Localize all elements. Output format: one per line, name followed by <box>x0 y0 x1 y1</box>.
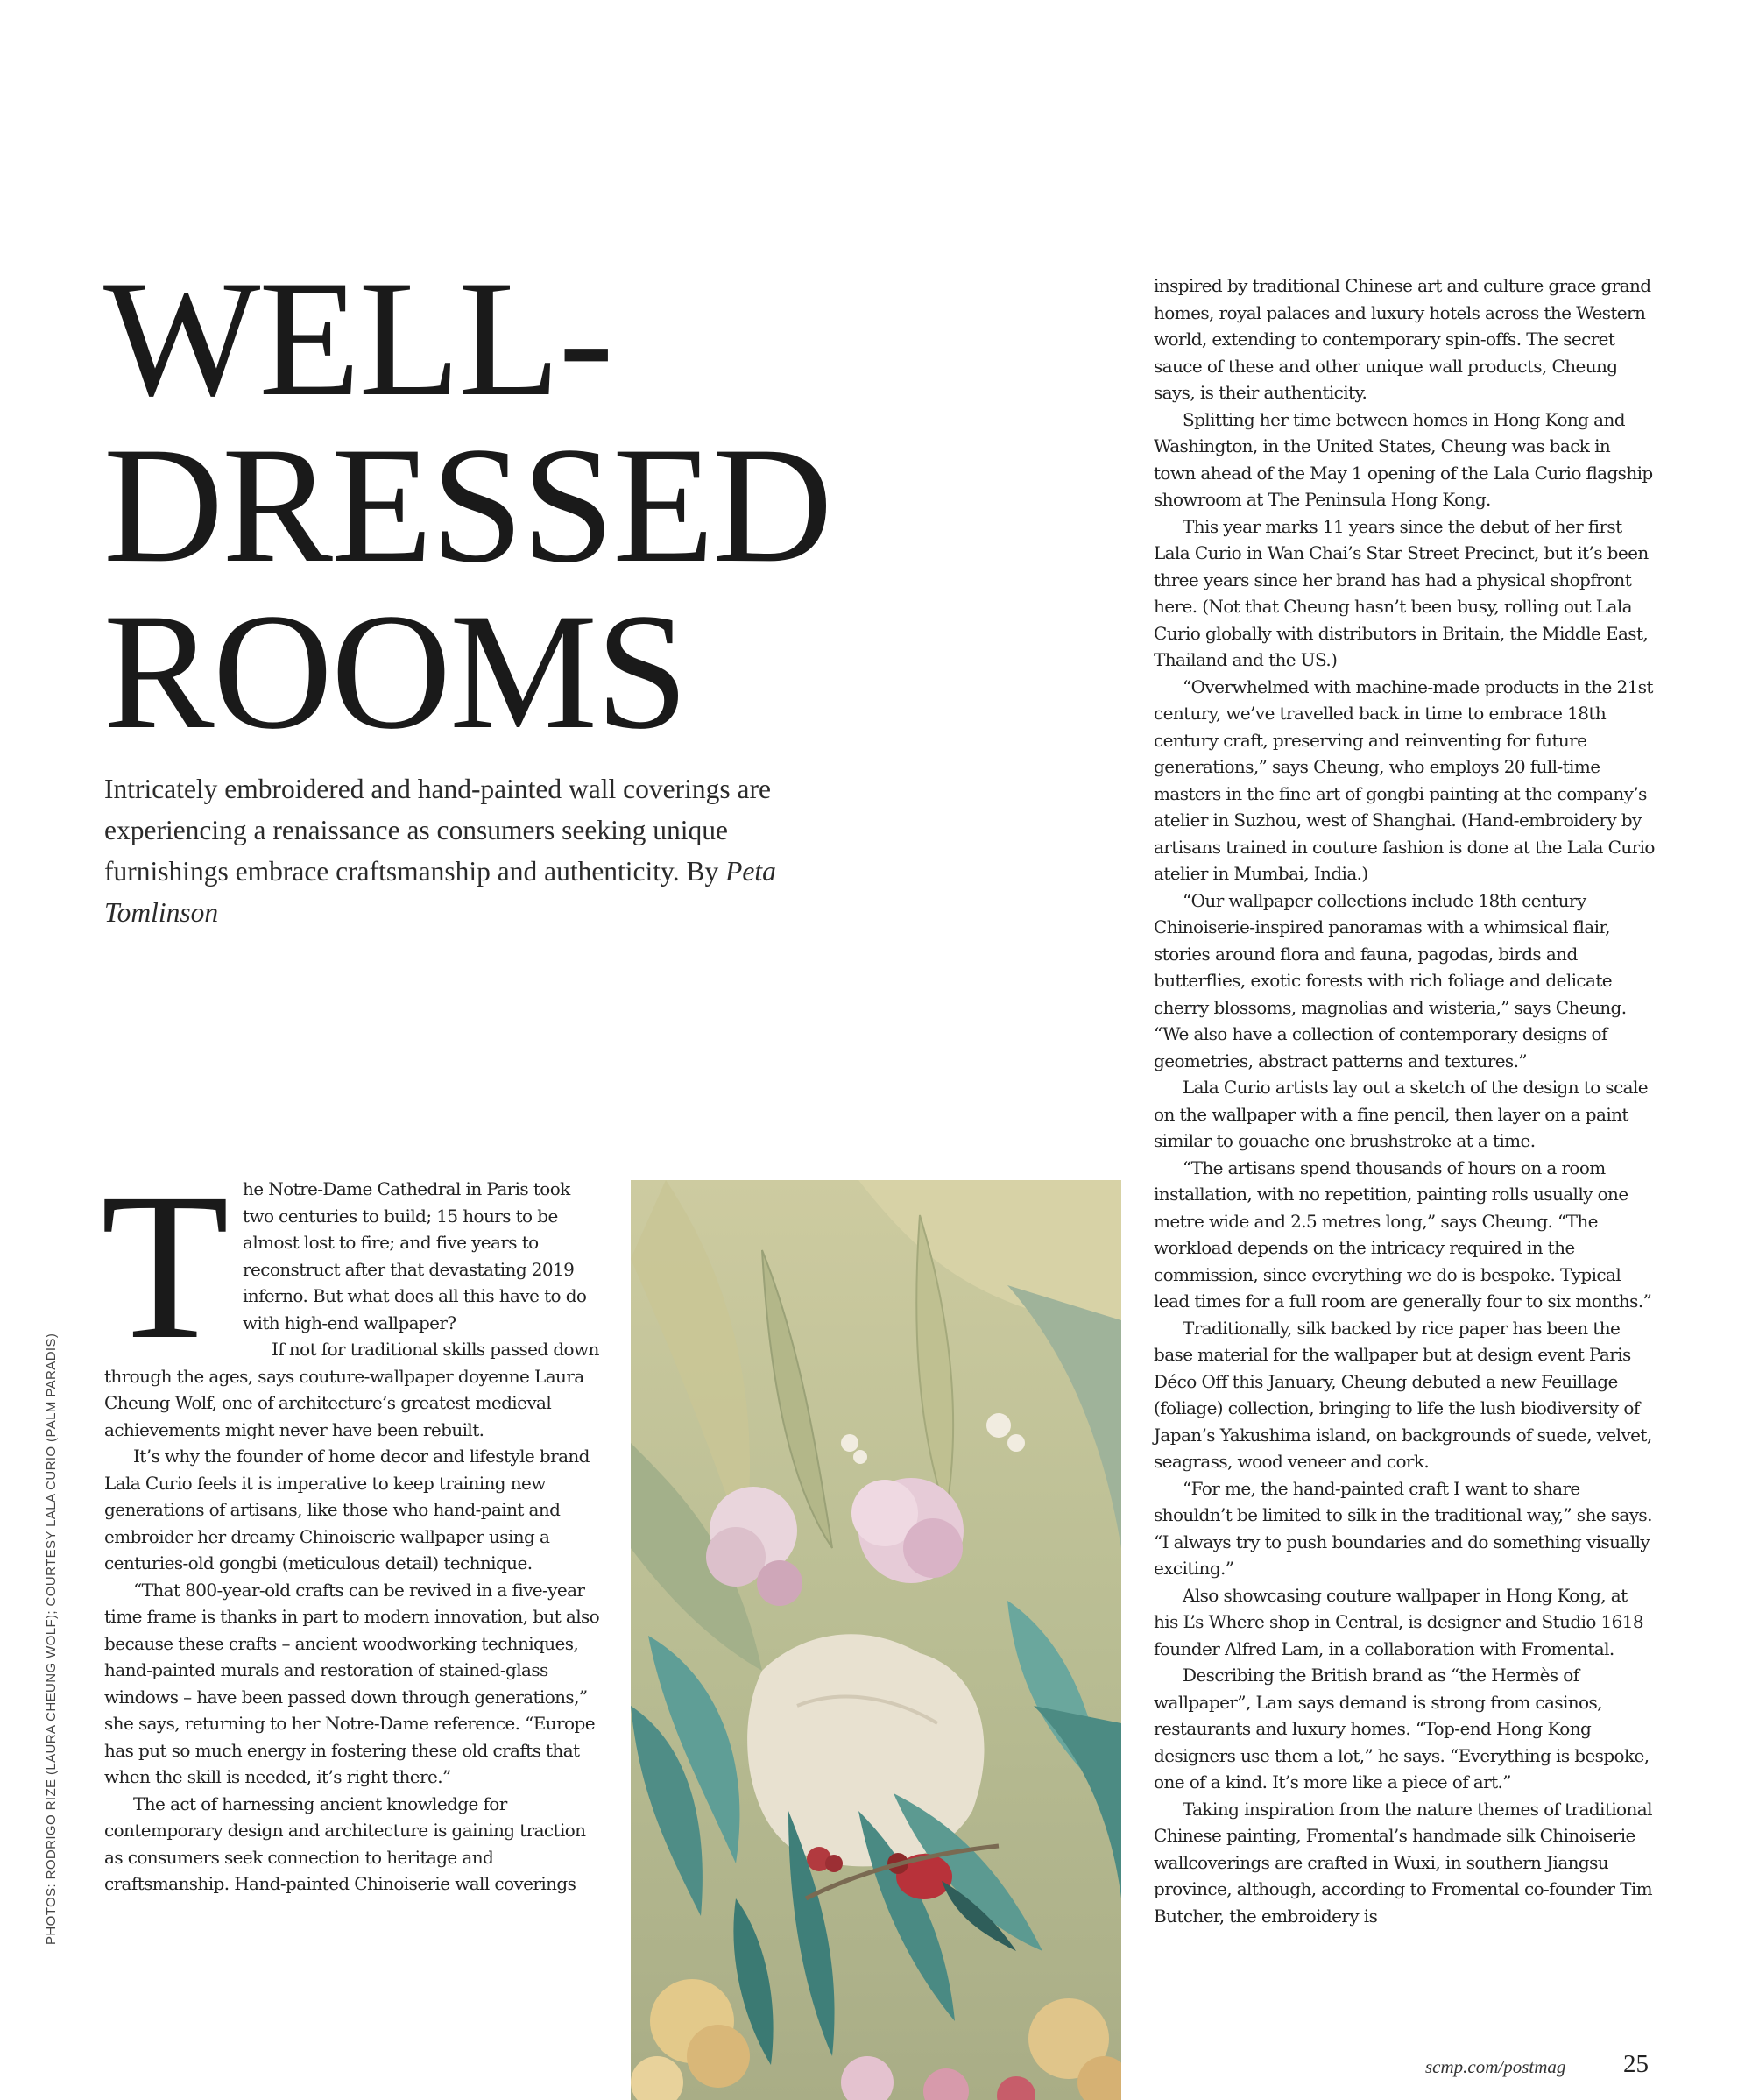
paragraph: “For me, the hand-painted craft I want to share shouldn’t be limited to silk in the traditional way,” she says. “I always try to push boundaries and do something visually exciting.” <box>1154 1477 1652 1579</box>
paragraph: The act of harnessing ancient knowledge for contemporary design and architecture is gaining traction as consumers seek connection to heritage and craftsmanship. Hand-painted Chinoiserie wall coverings <box>104 1792 586 1894</box>
headline-line: ROOMS <box>103 580 687 764</box>
drop-cap: T <box>101 1149 230 1382</box>
headline-line: DRESSED <box>103 414 831 597</box>
headline-line: WELL- <box>103 247 612 431</box>
article-column-3 <box>1154 272 1655 1929</box>
paragraph: “Overwhelmed with machine-made products in the 21st century, we’ve travelled back in time to embrace 18th century craft, preserving and reinventing for future generations,” says Cheung, who employs 20 full-time masters in the fine art of gongbi painting at the company’s atelier in Suzhou, west of Shanghai. (Hand-embroidery by artisans trained in couture fashion is done at the Lala Curio atelier in Mumbai, India.) <box>1154 675 1655 884</box>
paragraph: Traditionally, silk backed by rice paper has been the base material for the wallpaper but at design event Paris Déco Off this January, Cheung debuted a new Feuillage (foliage) collection, bringing to life the lush biodiversity of Japan’s Yakushima island, on backgrounds of suede, velvet, seagrass, wood veneer and cork. <box>1154 1317 1652 1472</box>
paragraph: Describing the British brand as “the Hermès of wallpaper”, Lam says demand is strong from casinos, restaurants and luxury homes. “Top-end Hong Kong designers use them a lot,” he says. “Everything is bespoke, one of a kind. It’s more like a piece of art.” <box>1154 1665 1650 1792</box>
paragraph: If not for traditional skills passed down through the ages, says couture-wallpaper doyenne Laura Cheung Wolf, one of architecture’s greatest medieval achievements might never have been rebuilt. <box>104 1339 599 1440</box>
paragraph: inspired by traditional Chinese art and culture grace grand homes, royal palaces and luxury hotels across the Western world, extending to contemporary spin-offs. The secret sauce of these and other unique wall products, Cheung says, is their authenticity. <box>1154 275 1651 403</box>
paragraph: Splitting her time between homes in Hong Kong and Washington, in the United States, Cheung was back in town ahead of the May 1 opening of the Lala Curio flagship showroom at The Peninsula Hong Kong. <box>1154 408 1653 510</box>
paragraph: Taking inspiration from the nature themes of traditional Chinese painting, Fromental’s handmade silk Chinoiserie wallcoverings are crafted in Wuxi, in southern Jiangsu province, although, according to Fromental co-founder Tim Butcher, the embroidery is <box>1154 1798 1653 1927</box>
paragraph: he Notre-Dame Cathedral in Paris took two centuries to build; 15 hours to be almost lost to fire; and five years to reconstruct after that devastating 2019 inferno. But what does all this have to do with high-end wallpaper? <box>243 1178 587 1333</box>
byline-author: Peta Tomlinson <box>104 856 776 928</box>
paragraph: “The artisans spend thousands of hours on a room installation, with no repetition, painting rolls usually one metre wide and 2.5 metres long,” says Cheung. “The workload depends on the intricacy required in the commission, since everything we do is bespoke. Typical lead times for a full room are generally four to six months.” <box>1154 1156 1652 1312</box>
article-column-1 <box>101 1149 602 1898</box>
paragraph: Also showcasing couture wallpaper in Hong Kong, at his L’s Where shop in Central, is designer and Studio 1618 founder Alfred Lam, in a collaboration with Fromental. <box>1154 1584 1644 1659</box>
paragraph: “Our wallpaper collections include 18th century Chinoiserie-inspired panoramas with a whimsical flair, stories around flora and fauna, pagodas, birds and butterflies, exotic forests with rich foliage and delicate cherry blossoms, magnolias and wisteria,” says Cheung. “We also have a collection of contemporary designs of geometries, abstract patterns and textures.” <box>1154 889 1627 1071</box>
wallpaper-artwork-image <box>631 1180 1121 2100</box>
paragraph: “That 800-year-old crafts can be revived in a five-year time frame is thanks in part to modern innovation, but also because these crafts – ancient woodworking techniques, hand-painted murals and restoration of stained-glass windows – have been passed down through generations,” she says, returning to her Notre-Dame reference. “Europe has put so much energy in fostering these old crafts that when the skill is needed, it’s right there.” <box>104 1579 600 1787</box>
photo-credit: PHOTOS: RODRIGO RIZE (LAURA CHEUNG WOLF); COURTESY LALA CURIO (PALM PARADIS) <box>44 1333 59 1945</box>
standfirst <box>104 768 823 933</box>
page-number: 25 <box>1623 2050 1649 2078</box>
standfirst-text: Intricately embroidered and hand-painted wall coverings are experiencing a renaissance as consumers seeking unique furnishings embrace craftsmanship and authenticity. By <box>104 774 771 887</box>
footer-url: scmp.com/postmag <box>1425 2056 1566 2077</box>
paragraph: This year marks 11 years since the debut of her first Lala Curio in Wan Chai’s Star Street Precinct, but it’s been three years since her brand has had a physical shopfront here. (Not that Cheung hasn’t been busy, rolling out Lala Curio globally with distributors in Britain, the Middle East, Thailand and the US.) <box>1154 515 1649 670</box>
headline <box>103 247 857 764</box>
paragraph: It’s why the founder of home decor and lifestyle brand Lala Curio feels it is imperative to keep training new generations of artisans, like those who hand-paint and embroider her dreamy Chinoiserie wallpaper using a centuries-old gongbi (meticulous detail) technique. <box>104 1446 590 1573</box>
paragraph: Lala Curio artists lay out a sketch of the design to scale on the wallpaper with a fine pencil, then layer on a paint similar to gouache one brushstroke at a time. <box>1154 1077 1649 1151</box>
